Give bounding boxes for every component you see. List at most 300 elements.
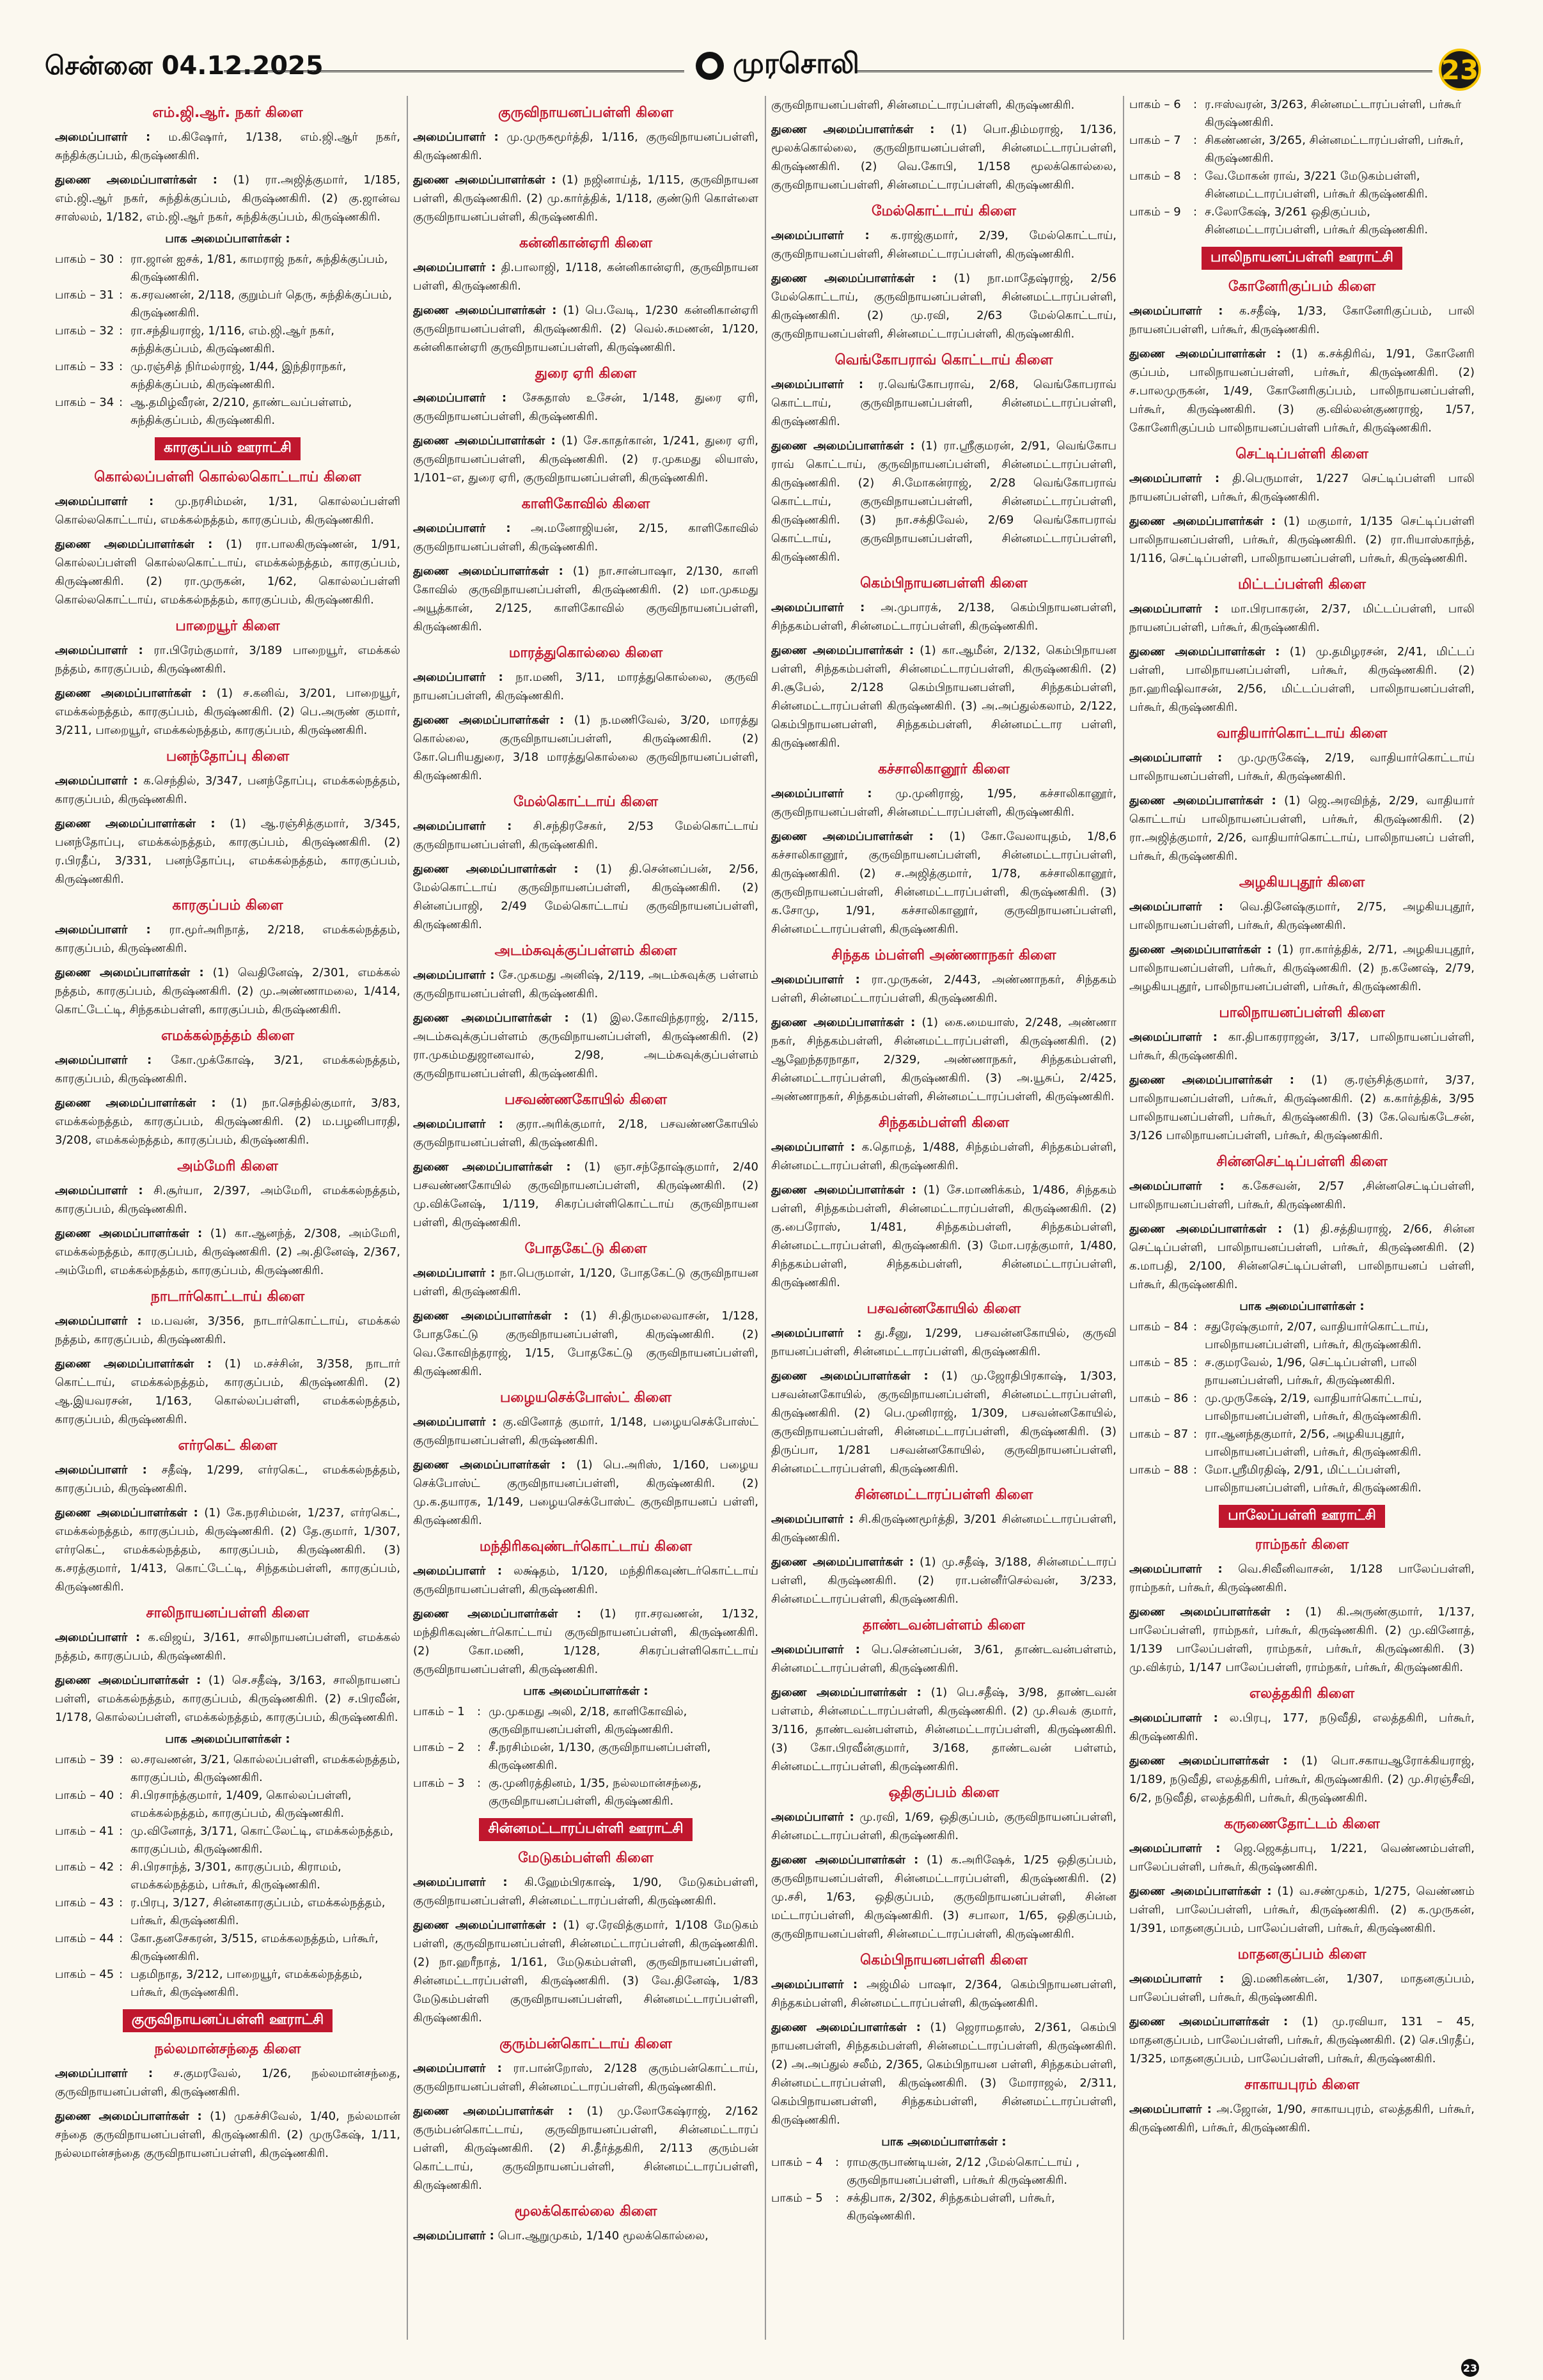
- booth-colon: :: [119, 1753, 123, 1766]
- entry-paragraph: [1129, 302, 1475, 339]
- entry-paragraph: [771, 1510, 1116, 1547]
- entry-paragraph: [413, 668, 758, 705]
- entry-paragraph: [1129, 1560, 1475, 1597]
- branch-heading: கச்சாலிகானூர் கிளை: [877, 761, 1010, 777]
- entry-role: துணை அமைப்பாளர்கள் :: [55, 1227, 203, 1240]
- entry-text: (1) மகுமார், 1/135 செட்டிப்பள்ளி பாலிநாயனப்பள்ளி, பர்கூர், கிருஷ்ணகிரி. (2) ரா.ரியாஸ்காந்த், 1/116, செட்டிப்பள்ளி, பாலிநாயனப்பள்ளி, பர்கூர், கிருஷ்ணகிரி.: [1129, 515, 1475, 565]
- entry-text: ரா.பான்றோஸ், 2/128 குரும்பன்கொட்டாய், குருவிநாயனப்பள்ளி, சின்னமட்டாரப்பள்ளி, கிருஷ்ணகிரி.: [413, 2062, 758, 2094]
- booth-row: [1129, 132, 1475, 167]
- entry-paragraph: [55, 1461, 400, 1498]
- booth-organiser: ரா.ஜான் ஐசக், 1/81, காமராஜ் நகர், சுந்திக்குப்பம், கிருஷ்ணகிரி.: [130, 253, 388, 284]
- entry-text: அ.மனோஜியன், 2/15, காளிகோவில் குருவிநாயனப்பள்ளி, கிருஷ்ணகிரி.: [413, 522, 758, 554]
- entry-role: துணை அமைப்பாளர்கள் :: [55, 1674, 201, 1687]
- booth-number: பாகம் – 34: [55, 396, 114, 409]
- entry-paragraph: [413, 1158, 758, 1232]
- column-3: [771, 96, 1116, 2340]
- entry-paragraph: [1129, 1882, 1475, 1938]
- entry-role: துணை அமைப்பாளர்கள் :: [1129, 645, 1280, 658]
- booth-colon: :: [119, 1968, 123, 1981]
- booth-organiser: மு.வினோத், 3/171, கொட்லேட்டி, எமக்கல்நத்தம், காரகுப்பம், கிருஷ்ணகிரி.: [130, 1824, 394, 1856]
- entry-paragraph: [55, 2064, 400, 2101]
- entry-paragraph: [413, 1264, 758, 1301]
- booth-number: பாகம் – 8: [1129, 169, 1181, 183]
- booth-colon: :: [835, 2156, 840, 2169]
- booth-row: [55, 1966, 400, 2002]
- entry-text: (1) தி.சத்தியராஜ், 2/66, சின்ன செட்டிப்பள்ளி, பாலிநாயனப்பள்ளி, பர்கூர், கிருஷ்ணகிரி. (2) க.மாபதி, 2/100, சின்னசெட்டிப்பள்ளி, பாலிநாயனப் பள்ளி, பர்கூர், கிருஷ்ணகிரி.: [1129, 1222, 1475, 1291]
- booth-number: பாகம் – 84: [1129, 1320, 1189, 1334]
- entry-text: நா.மணி, 3/11, மாரத்துகொல்லை, குருவி நாயனப்பள்ளி, கிருஷ்ணகிரி.: [413, 671, 758, 703]
- booth-number: பாகம் – 31: [55, 288, 114, 302]
- booth-organiser: ல.சரவணன், 3/21, கொல்லப்பள்ளி, எமக்கல்நத்தம், காரகுப்பம், கிருஷ்ணகிரி.: [130, 1753, 400, 1784]
- booth-organiser: வே.மோகன் ராவ், 3/221 மேடுகம்பள்ளி, சின்னமட்டாரப்பள்ளி, பர்கூர் கிருஷ்ணகிரி.: [1205, 169, 1429, 201]
- entry-text: (1) மு.சதீஷ், 3/188, சின்னமட்டாரப் பள்ளி, கிருஷ்ணகிரி. (2) ரா.பன்னீர்செல்வன், 3/233, சின்னமட்டாரப்பள்ளி, கிருஷ்ணகிரி.: [771, 1555, 1116, 1606]
- entry-text: (1) முகச்சிவேல், 1/40, நல்லமான் சந்தை குருவிநாயனப்பள்ளி, கிருஷ்ணகிரி. (2) முருகேஷ், 1/11, நல்லமான்சந்தை குருவிநாயனப்பள்ளி, கிருஷ்ணகிரி.: [55, 2110, 400, 2160]
- entry-paragraph: [771, 598, 1116, 635]
- branch-heading: அழகியபுதூர் கிளை: [1239, 875, 1365, 891]
- branch-heading: சாலிநாயனப்பள்ளி கிளை: [146, 1605, 309, 1621]
- entry-paragraph: [1129, 1071, 1475, 1145]
- entry-text: லக்ஷ்தம், 1/120, மந்திரிகவுண்டர்கொட்டாய் குருவிநாயனப்பள்ளி, கிருஷ்ணகிரி.: [413, 1564, 758, 1596]
- booth-table: [771, 2154, 1116, 2225]
- entry-text: குரா.அரிக்குமார், 2/18, பசவண்ணகோயில் குருவிநாயனப்பள்ளி, கிருஷ்ணகிரி.: [413, 1117, 758, 1149]
- booth-number: பாகம் – 39: [55, 1753, 114, 1766]
- entry-role: துணை அமைப்பாளர்கள் :: [771, 1183, 917, 1197]
- column-divider: [765, 96, 766, 2340]
- entry-role: அமைப்பாளர் :: [413, 130, 499, 144]
- entry-text: (1) பெ.சதீஷ், 3/98, தாண்டவன் பள்ளம், சின்னமட்டாரப்பள்ளி, கிருஷ்ணகிரி. (2) மு.சிவக் குமார், 3/116, தாண்டவன்பள்ளம், சின்னமட்டாரப்பள்ளி, கிருஷ்ணகிரி. (3) கோ.பிரவீன்குமார், 3/168, தாண்டவன் பள்ளம், சின்னமட்டாரப்பள்ளி, கிருஷ்ணகிரி.: [771, 1686, 1116, 1773]
- page-number-badge: 23: [1439, 49, 1481, 91]
- booth-colon: :: [119, 1896, 123, 1909]
- entry-role: அமைப்பாளர் :: [413, 391, 507, 405]
- entry-role: துணை அமைப்பாளர்கள் :: [771, 830, 934, 843]
- branch-heading: துரை ஏரி கிளை: [535, 366, 637, 382]
- entry-text: (1) ரா.அஜித்குமார், 1/185, எம்.ஜி.ஆர் நகர், சுந்திக்குப்பம், கிருஷ்ணகிரி. (2) கு.ஜான்வ சாஸ்லம், 1/182, எம்.ஜி.ஆர் நகர், சுந்திக்குப்பம், கிருஷ்ணகிரி.: [55, 173, 400, 224]
- entry-role: துணை அமைப்பாளர்கள் :: [771, 644, 914, 657]
- entry-role: துணை அமைப்பாளர்கள் :: [413, 1160, 571, 1174]
- booth-colon: :: [119, 1932, 123, 1945]
- entry-text: ரா.பிரேம்குமார், 3/189 பாறையூர், எமக்கல் நத்தம், காரகுப்பம், கிருஷ்ணகிரி.: [55, 644, 400, 676]
- branch-heading: வாதியார்கொட்டாய் கிளை: [1216, 726, 1388, 742]
- entry-text: கோ.முக்கோஷ், 3/21, எமக்கல்நத்தம், காரகுப்பம், கிருஷ்ணகிரி.: [55, 1054, 400, 1085]
- booth-organiser: ச.குமரவேல், 1/96, செட்டிப்பள்ளி, பாலி நாயனப்பள்ளி, பர்கூர், கிருஷ்ணகிரி.: [1205, 1356, 1417, 1387]
- entry-role: அமைப்பாளர் :: [413, 1117, 503, 1131]
- entry-role: அமைப்பாளர் :: [413, 2062, 502, 2075]
- entry-text: (1) கு.ரஞ்சித்குமார், 3/37, பாலிநாயனப்பள்ளி, பர்கூர், கிருஷ்ணகிரி. (2) க.கார்த்திக், 3/95 பாலிநாயனப்பள்ளி, பர்கூர், கிருஷ்ணகிரி. (3) கே.வெங்கடேசன், 3/126 பாலிநாயனப்பள்ளி, பர்கூர், கிருஷ்ணகிரி.: [1129, 1073, 1475, 1142]
- entry-text: (1) சே.காதர்கான், 1/241, துரை ஏரி, குருவிநாயனப்பள்ளி, கிருஷ்ணகிரி. (2) ர.முகமது லியாஸ், 1/101–எ, துரை ஏரி, குருவிநாயனப்பள்ளி, கிருஷ்ணகிரி.: [413, 434, 758, 485]
- entry-role: துணை அமைப்பாளர்கள் :: [413, 1011, 569, 1025]
- entry-text: (1) ரா.கார்த்திக், 2/71, அழகியபுதூர், பாலிநாயனப்பள்ளி, பர்கூர், கிருஷ்ணகிரி. (2) ந.கணேஷ், 2/79, அழகியபுதூர், பாலிநாயனப்பள்ளி, பர்கூர், கிருஷ்ணகிரி.: [1129, 943, 1475, 993]
- column-4: [1129, 96, 1475, 2340]
- entry-role: அமைப்பாளர் :: [55, 1054, 152, 1067]
- entry-role: அமைப்பாளர் :: [1129, 472, 1220, 485]
- branch-heading: மாரத்துகொல்லை கிளை: [508, 645, 663, 661]
- entry-text: (1) ந.மணிவேல், 3/20, மாரத்து கொல்லை, குருவிநாயனப்பள்ளி, கிருஷ்ணகிரி. (2) கோ.பெரியதுரை, 3/18 மாரத்துகொல்லை குருவிநாயனப்பள்ளி, கிருஷ்ணகிரி.: [413, 713, 758, 782]
- booth-table: [55, 1751, 400, 2002]
- booth-row: [55, 1858, 400, 1894]
- entry-role: துணை அமைப்பாளர்கள் :: [413, 564, 563, 578]
- entry-role: துணை அமைப்பாளர்கள் :: [413, 1607, 581, 1621]
- entry-paragraph: [55, 1504, 400, 1596]
- entry-role: துணை அமைப்பாளர்கள் :: [413, 2104, 573, 2118]
- entry-text: க.ராஜ்குமார், 2/39, மேல்கொட்டாய், குருவிநாயனப்பள்ளி, சின்னமட்டாரப்பள்ளி, கிருஷ்ணகிரி.: [771, 229, 1116, 261]
- booth-organiser: ச.லோகேஷ், 3/261 ஒதிகுப்பம், சின்னமட்டாரப்பள்ளி, பர்கூர் கிருஷ்ணகிரி.: [1205, 205, 1429, 237]
- entry-role: அமைப்பாளர் :: [771, 973, 860, 986]
- entry-text: (1) வெதினேஷ், 2/301, எமக்கல் நத்தம், காரகுப்பம், கிருஷ்ணகிரி. (2) மு.அண்ணாமலை, 1/414, கொட்டேட்டி, சிந்தகம்பள்ளி, காரகுப்பம், கிருஷ்ணகிரி.: [55, 966, 400, 1016]
- booth-colon: :: [1193, 1392, 1198, 1405]
- booth-organiser: சதுரேஷ்குமார், 2/07, வாதியார்கொட்டாய், பாலிநாயனப்பள்ளி, பர்கூர், கிருஷ்ணகிரி.: [1205, 1320, 1429, 1351]
- entry-paragraph: [771, 1975, 1116, 2012]
- entry-role: அமைப்பாளர் :: [1129, 1842, 1221, 1855]
- booth-number: பாகம் – 7: [1129, 134, 1181, 147]
- entry-text: க.கேசவன், 2/57 ,சின்னசெட்டிப்பள்ளி, பாலிநாயனப்பள்ளி, பர்கூர், கிருஷ்ணகிரி.: [1129, 1179, 1475, 1211]
- entry-text: (1) ம.சச்சின், 3/358, நாடார் கொட்டாய், எமக்கல்நத்தம், காரகுப்பம், கிருஷ்ணகிரி. (2) ஆ.இயவரசன், 1/163, கொல்லப்பள்ளி, எமக்கல்நத்தம், காரகுப்பம், கிருஷ்ணகிரி.: [55, 1357, 400, 1426]
- entry-paragraph: [413, 519, 758, 556]
- entry-paragraph: [55, 171, 400, 226]
- branch-heading: அம்மேரி கிளை: [177, 1158, 278, 1174]
- subheading: பாக அமைப்பாளர்கள் :: [1239, 1300, 1365, 1313]
- entry-paragraph: [771, 970, 1116, 1007]
- entry-role: துணை அமைப்பாளர்கள் :: [771, 439, 915, 453]
- booth-number: பாகம் – 3: [413, 1777, 465, 1790]
- entry-role: அமைப்பாளர் :: [771, 1978, 858, 1991]
- branch-heading: கன்னிகான்ஏரி கிளை: [519, 235, 652, 251]
- entry-paragraph: [413, 711, 758, 785]
- branch-heading: குரும்பன்கொட்டாய் கிளை: [499, 2036, 672, 2052]
- entry-paragraph: [771, 1640, 1116, 1677]
- entry-role: துணை அமைப்பாளர்கள் :: [413, 1309, 568, 1323]
- booth-row: [55, 286, 400, 322]
- branch-heading: சிந்தக ம்பள்ளி அண்ணாநகர் கிளை: [831, 947, 1056, 963]
- entry-text: நா.பெருமாள், 1/120, போதகேட்டு குருவிநாயன பள்ளி, கிருஷ்ணகிரி.: [413, 1266, 758, 1298]
- booth-row: [55, 1751, 400, 1787]
- booth-organiser: மோ.ஸ்ரீமிரதிஷ், 2/91, மிட்டப்பள்ளி, பாலிநாயனப்பள்ளி, பர்கூர், கிருஷ்ணகிரி.: [1205, 1463, 1422, 1495]
- booth-row: [1129, 96, 1475, 132]
- booth-number: பாகம் – 32: [55, 324, 114, 338]
- booth-colon: :: [119, 288, 123, 302]
- booth-row: [55, 1787, 400, 1823]
- entry-paragraph: [55, 1671, 400, 1727]
- entry-text: இ.மணிகண்டன், 1/307, மாதனகுப்பம், பாலேப்பள்ளி, பர்கூர், கிருஷ்ணகிரி.: [1129, 1972, 1475, 2004]
- entry-paragraph: [413, 966, 758, 1003]
- branch-heading: நல்லமான்சந்தை கிளை: [154, 2041, 301, 2057]
- entry-paragraph: [55, 1355, 400, 1429]
- booth-colon: :: [119, 1789, 123, 1802]
- booth-number: பாகம் – 6: [1129, 98, 1181, 111]
- entry-role: அமைப்பாளர் :: [771, 787, 872, 800]
- booth-row: [55, 1894, 400, 1930]
- entry-role: அமைப்பாளர் :: [1129, 1031, 1218, 1044]
- branch-heading: மூலக்கொல்லை கிளை: [514, 2204, 657, 2220]
- entry-text: (1) ரா.ஸ்ரீகுமரன், 2/91, வெங்கோப ராவ் கொட்டாய், குருவிநாயனப்பள்ளி, சின்னமட்டாரப்பள்ளி, கிருஷ்ணகிரி. (2) சி.மோகன்ராஜ், 2/28 வெங்கோபராவ் கொட்டாய், குருவிநாயனப்பள்ளி, சின்னமட்டாரப்பள்ளி, கிருஷ்ணகிரி. (3) நா.சக்திவேல், 2/69 வெங்கோபராவ் கொட்டாய், குருவிநாயனப்பள்ளி, சின்னமட்டாரப்பள்ளி, கிருஷ்ணகிரி.: [771, 439, 1116, 564]
- entry-text: (1) இல.கோவிந்தராஜ், 2/115, அடம்சுவுக்குப்பள்ளம் குருவிநாயனப்பள்ளி, கிருஷ்ணகிரி. (2) ரா.முகம்மதுஜானவால், 2/98, அடம்சுவுக்குப்பள்ளம் குருவிநாயனப்பள்ளி, கிருஷ்ணகிரி.: [413, 1011, 758, 1080]
- column-2: [413, 96, 758, 2340]
- entry-role: அமைப்பாளர் :: [413, 1564, 503, 1578]
- entry-text: மு.முனிராஜ், 1/95, கச்சாலிகானூர், குருவிநாயனப்பள்ளி, சின்னமட்டாரப்பள்ளி, கிருஷ்ணகிரி.: [771, 787, 1116, 819]
- entry-text: (1) நா.செந்தில்குமார், 3/83, எமக்கல்நத்தம், காரகுப்பம், கிருஷ்ணகிரி. (2) ம.பழனிபாரதி, 3/208, எமக்கல்நத்தம், காரகுப்பம், கிருஷ்ணகிரி.: [55, 1096, 400, 1147]
- branch-heading: செட்டிப்பள்ளி கிளை: [1235, 446, 1368, 462]
- entry-role: அமைப்பாளர் :: [55, 1184, 143, 1197]
- entry-text: (1) மு.தமிழரசன், 2/41, மிட்டப் பள்ளி, பாலிநாயனப்பள்ளி, பர்கூர், கிருஷ்ணகிரி. (2) நா.ஹரிஷிவாசன், 2/56, மிட்டப்பள்ளி, பாலிநாயனப்பள்ளி, பர்கூர், கிருஷ்ணகிரி.: [1129, 645, 1475, 714]
- booth-colon: :: [1193, 98, 1198, 111]
- entry-paragraph: [413, 432, 758, 487]
- panchayat-banner: காரகுப்பம் ஊராட்சி: [155, 437, 301, 460]
- entry-text: (1) ஜெ.அரவிந்த், 2/29, வாதியார் கொட்டாய் பாலிநாயனப்பள்ளி, பர்கூர், கிருஷ்ணகிரி. (2) ரா.அஜித்குமார், 2/26, வாதியார்கொட்டாய், பாலிநாயனப் பள்ளி, பர்கூர், கிருஷ்ணகிரி.: [1129, 794, 1475, 863]
- branch-heading: ராம்நகர் கிளை: [1255, 1537, 1349, 1553]
- entry-role: துணை அமைப்பாளர்கள் :: [1129, 1073, 1294, 1087]
- branch-heading: மிட்டப்பள்ளி கிளை: [1238, 577, 1366, 593]
- entry-role: அமைப்பாளர் :: [771, 1643, 861, 1656]
- booth-row: [1129, 1354, 1475, 1390]
- entry-paragraph: [1129, 791, 1475, 866]
- entry-paragraph: [1129, 2012, 1475, 2068]
- entry-text: (1) ரா.சரவணன், 1/132, மந்திரிகவுண்டர்கொட்டாய் குருவிநாயனப்பள்ளி, கிருஷ்ணகிரி. (2) கோ.மணி, 1/128, சிகரப்பள்ளிகொட்டாய் குருவிநாயனப்பள்ளி, கிருஷ்ணகிரி.: [413, 1607, 758, 1676]
- entry-text: கு.வினோத் குமார், 1/148, பழையசெக்போஸ்ட் குருவிநாயனப்பள்ளி, கிருஷ்ணகிரி.: [413, 1415, 758, 1447]
- subheading: பாக அமைப்பாளர்கள் :: [165, 1732, 290, 1746]
- entry-paragraph: [413, 562, 758, 636]
- entry-role: அமைப்பாளர் :: [771, 1140, 856, 1154]
- entry-paragraph: [413, 1307, 758, 1381]
- booth-organiser: சிகண்ணன், 3/265, சின்னமட்டாரப்பள்ளி, பர்கூர், கிருஷ்ணகிரி.: [1205, 134, 1464, 165]
- entry-text: (1) தி.சென்னப்பன், 2/56, மேல்கொட்டாய் குருவிநாயனப்பள்ளி, கிருஷ்ணகிரி. (2) சின்னப்பாஜி, 2/49 மேல்கொட்டாய் குருவிநாயனப்பள்ளி, கிருஷ்ணகிரி.: [413, 862, 758, 931]
- branch-heading: சாகாயபுரம் கிளை: [1244, 2077, 1359, 2093]
- entry-paragraph: [771, 784, 1116, 821]
- entry-paragraph: [1129, 600, 1475, 637]
- entry-paragraph: [413, 1562, 758, 1599]
- entry-paragraph: [55, 492, 400, 529]
- entry-role: துணை அமைப்பாளர்கள் :: [771, 272, 937, 285]
- entry-paragraph: [771, 269, 1116, 343]
- branch-heading: கருணைதோட்டம் கிளை: [1224, 1816, 1380, 1832]
- entry-paragraph: [413, 128, 758, 165]
- entry-text: (1) ஜெராமதாஸ், 2/361, கெம்பி நாயனபள்ளி, சிந்தகம்பள்ளி, சின்னமட்டாரப்பள்ளி, கிருஷ்ணகிரி. (2) அ.அப்துல் சலீம், 2/365, கெம்பிநாயன பள்ளி, சிந்தகம்பள்ளி, சின்னமட்டாரப்பள்ளி, கிருஷ்ணகிரி. (3) மோராஜல், 2/311, கெம்பிநாயனபள்ளி, சிந்தகம்பள்ளி, சின்னமட்டாரப்பள்ளி, கிருஷ்ணகிரி.: [771, 2021, 1116, 2127]
- booth-row: [771, 2189, 1116, 2225]
- entry-text: து.சீனு, 1/299, பசவன்னகோயில், குருவி நாயனப்பள்ளி, சின்னமட்டாரப்பள்ளி, கிருஷ்ணகிரி.: [771, 1326, 1116, 1358]
- branch-heading: கெம்பிநாயனபள்ளி கிளை: [860, 575, 1028, 591]
- edition-date: சென்னை 04.12.2025: [45, 51, 324, 81]
- booth-colon: :: [477, 1777, 482, 1790]
- entry-paragraph: [771, 2018, 1116, 2129]
- branch-heading: கெம்பிநாயனபள்ளி கிளை: [860, 1952, 1028, 1968]
- entry-role: அமைப்பாளர் :: [55, 1463, 147, 1477]
- entry-role: துணை அமைப்பாளர்கள் :: [1129, 347, 1281, 361]
- masthead-logo: [696, 47, 859, 84]
- column-divider: [1123, 96, 1124, 2340]
- entry-role: துணை அமைப்பாளர்கள் :: [413, 713, 565, 727]
- entry-paragraph: [1129, 898, 1475, 935]
- entry-text: மு.ரவி, 1/69, ஒதிகுப்பம், குருவிநாயனப்பள்ளி, சின்னமட்டாரப்பள்ளி, கிருஷ்ணகிரி.: [771, 1810, 1116, 1842]
- entry-role: அமைப்பாளர் :: [1129, 2103, 1212, 2116]
- entry-role: அமைப்பாளர் :: [413, 1876, 508, 1889]
- entry-paragraph: [771, 1553, 1116, 1608]
- booth-number: பாகம் – 43: [55, 1896, 114, 1909]
- booth-organiser: ராமகுருபாண்டியன், 2/12 ,மேல்கொட்டாய் , குருவிநாயனப்பள்ளி, பர்கூர் கிருஷ்ணகிரி.: [847, 2156, 1080, 2187]
- entry-text: (1) கே.நரசிம்மன், 1/237, எர்ரகெட், எமக்கல்நத்தம், காரகுப்பம், கிருஷ்ணகிரி. (2) தே.குமார், 1/307, எர்ரகெட், எமக்கல்நத்தம், காரகுப்பம், கிருஷ்ணகிரி. (3) க.சரத்குமார், 1/413, கொட்டேட்டி, சிந்தகம்பள்ளி, காரகுப்பம், கிருஷ்ணகிரி.: [55, 1506, 400, 1594]
- entry-paragraph: [413, 2059, 758, 2096]
- branch-heading: எம்.ஜி.ஆர். நகர் கிளை: [152, 105, 303, 121]
- entry-text: குருவிநாயனப்பள்ளி, சின்னமட்டாரப்பள்ளி, கிருஷ்ணகிரி.: [771, 98, 1075, 112]
- entry-paragraph: [1129, 345, 1475, 437]
- entry-text: ல.பிரபு, 177, நடுவீதி, எலத்தகிரி, பர்கூர், கிருஷ்ணகிரி.: [1129, 1711, 1475, 1743]
- booth-colon: :: [119, 360, 123, 373]
- entry-role: துணை அமைப்பாளர்கள் :: [771, 1016, 916, 1029]
- masthead-rule-right: [857, 70, 1432, 72]
- entry-paragraph: [413, 1916, 758, 2027]
- booth-number: பாகம் – 42: [55, 1860, 114, 1874]
- entry-text: மா.பிரபாகரன், 2/37, மிட்டப்பள்ளி, பாலி நாயனப்பள்ளி, பர்கூர், கிருஷ்ணகிரி.: [1129, 602, 1475, 634]
- entry-paragraph: [771, 1808, 1116, 1845]
- entry-role: துணை அமைப்பாளர்கள் :: [55, 817, 215, 830]
- booth-row: [55, 322, 400, 358]
- entry-role: அமைப்பாளர் :: [771, 601, 865, 614]
- entry-role: அமைப்பாளர் :: [55, 1631, 141, 1644]
- entry-role: அமைப்பாளர் :: [413, 261, 496, 274]
- entry-text: அ.ஜோன், 1/90, சாகாயபுரம், எலத்தகிரி, பர்கூர், கிருஷ்ணகிரி, பர்கூர், கிருஷ்ணகிரி.: [1129, 2103, 1475, 2135]
- booth-row: [55, 1823, 400, 1858]
- branch-heading: குருவிநாயனப்பள்ளி கிளை: [498, 105, 673, 121]
- entry-paragraph: [1129, 1028, 1475, 1065]
- booth-number: பாகம் – 41: [55, 1824, 114, 1838]
- branch-heading: போதகேட்டு கிளை: [524, 1241, 647, 1257]
- entry-text: சே.முகமது அனிஷ், 2/119, அடம்சுவுக்கு பள்ளம் குருவிநாயனப்பள்ளி, கிருஷ்ணகிரி.: [413, 968, 758, 1000]
- entry-role: அமைப்பாளர் :: [413, 522, 511, 535]
- entry-text: பொ.ஆறுமுகம், 1/140 மூலக்கொல்லை,: [497, 2229, 709, 2243]
- entry-role: துணை அமைப்பாளர்கள் :: [55, 687, 207, 700]
- entry-role: துணை அமைப்பாளர்கள் :: [1129, 515, 1276, 528]
- entry-role: அமைப்பாளர் :: [771, 1810, 854, 1824]
- entry-paragraph: [1129, 1839, 1475, 1876]
- entry-text: ரா.மூர்அரிநாத், 2/218, எமக்கல்நத்தம், காரகுப்பம், கிருஷ்ணகிரி.: [55, 923, 400, 955]
- booth-number: பாகம் – 88: [1129, 1463, 1189, 1477]
- booth-colon: :: [119, 1860, 123, 1874]
- entry-text: (1) கி.அருண்குமார், 1/137, பாலேப்பள்ளி, ராம்நகர், பர்கூர், கிருஷ்ணகிரி. (2) மு.வினோத், 1/139 பாலேப்பள்ளி, ராம்நகர், பர்கூர், கிருஷ்ணகிரி. (3) மு.விக்ரம், 1/147 பாலேப்பள்ளி, ராம்நகர், பர்கூர், கிருஷ்ணகிரி.: [1129, 1605, 1475, 1674]
- entry-text: ம.பவன், 3/356, நாடார்கொட்டாய், எமக்கல் நத்தம், காரகுப்பம், கிருஷ்ணகிரி.: [55, 1314, 400, 1346]
- booth-colon: :: [1193, 1427, 1198, 1441]
- booth-table: [413, 1703, 758, 1810]
- booth-row: [1129, 1318, 1475, 1354]
- entry-text: (1) க.அரிஷேக், 1/25 ஒதிகுப்பம், குருவிநாயனப்பள்ளி, சின்னமட்டாரப்பள்ளி, கிருஷ்ணகிரி. (2) மு.சசி, 1/63, ஒதிகுப்பம், குருவிநாயனப்பள்ளி, சின்ன மட்டாரப்பள்ளி, கிருஷ்ணகிரி. (3) சபாலா, 1/65, ஒதிகுப்பம், குருவிநாயனப்பள்ளி, சின்னமட்டாரப்பள்ளி, கிருஷ்ணகிரி.: [771, 1853, 1116, 1941]
- entry-role: அமைப்பாளர் :: [1129, 304, 1223, 318]
- entry-role: துணை அமைப்பாளர்கள் :: [55, 1357, 212, 1371]
- subheading: பாக அமைப்பாளர்கள் :: [881, 2135, 1006, 2149]
- booth-table: [55, 251, 400, 430]
- booth-organiser: சக்திபாசு, 2/302, சிந்தகம்பள்ளி, பர்கூர், கிருஷ்ணகிரி.: [847, 2191, 1055, 2223]
- entry-paragraph: [771, 1324, 1116, 1361]
- entry-paragraph: [55, 921, 400, 958]
- booth-organiser: சி.பிரசாந்த், 3/301, காரகுப்பம், கிராமம், எமக்கல்நத்தம், பர்கூர், கிருஷ்ணகிரி.: [130, 1860, 341, 1892]
- entry-text: (1) நா.சான்பாஷா, 2/130, காளி கோவில் குருவிநாயனப்பள்ளி, கிருஷ்ணகிரி. (2) மா.முகமது அயூத்கான், 2/125, காளிகோவில் குருவிநாயனப்பள்ளி, கிருஷ்ணகிரி.: [413, 564, 758, 634]
- branch-heading: சின்னமட்டாரப்பள்ளி கிளை: [854, 1487, 1033, 1503]
- entry-role: அமைப்பாளர் :: [413, 671, 503, 684]
- branch-heading: பாலிநாயனப்பள்ளி கிளை: [1219, 1005, 1385, 1021]
- entry-text: சேசுதாஸ் உசேன், 1/148, துரை ஏரி, குருவிநாயனப்பள்ளி, கிருஷ்ணகிரி.: [413, 391, 758, 423]
- entry-paragraph: [413, 171, 758, 226]
- booth-organiser: சீ.நரசிம்மன், 1/130, குருவிநாயனப்பள்ளி, கிருஷ்ணகிரி.: [489, 1741, 711, 1772]
- entry-paragraph: [413, 860, 758, 934]
- entry-text: (1) வ.சண்முகம், 1/275, வெண்ணம் பள்ளி, பாலேப்பள்ளி, பர்கூர், கிருஷ்ணகிரி. (2) க.முருகன், 1/391, மாதனகுப்பம், பாலேப்பள்ளி, பர்கூர், கிருஷ்ணகிரி.: [1129, 1885, 1475, 1935]
- entry-text: சதீஷ், 1/299, எர்ரகெட், எமக்கல்நத்தம், காரகுப்பம், கிருஷ்ணகிரி.: [55, 1463, 400, 1495]
- entry-paragraph: [771, 375, 1116, 431]
- entry-paragraph: [1129, 1709, 1475, 1746]
- entry-text: (1) கை.மையாஸ், 2/248, அண்ணா நகர், சிந்தகம்பள்ளி, சின்னமட்டாரப்பள்ளி, கிருஷ்ணகிரி. (2) ஆஹேந்தரநாதா, 2/329, அண்ணாநகர், சிந்தகம்பள்ளி, சின்னமட்டாரப்பள்ளி, கிருஷ்ணகிரி. (3) அ.யூசுப், 2/425, அண்ணாநகர், சிந்தகம்பள்ளி, சின்னமட்டாரப்பள்ளி, கிருஷ்ணகிரி.: [771, 1016, 1116, 1103]
- booth-number: பாகம் – 85: [1129, 1356, 1189, 1369]
- entry-paragraph: [413, 1009, 758, 1083]
- entry-paragraph: [1129, 642, 1475, 717]
- branch-heading: சிந்தகம்பள்ளி கிளை: [878, 1115, 1010, 1131]
- branch-heading: காரகுப்பம் கிளை: [172, 898, 283, 914]
- entry-text: சி.கிருஷ்ணமூர்த்தி, 3/201 சின்னமட்டாரப்பள்ளி, கிருஷ்ணகிரி.: [771, 1513, 1116, 1544]
- entry-role: அமைப்பாளர் :: [413, 1266, 496, 1280]
- booth-colon: :: [119, 324, 123, 338]
- entry-paragraph: [55, 1094, 400, 1149]
- branch-heading: வெங்கோபராவ் கொட்டாய் கிளை: [834, 352, 1053, 368]
- entry-role: அமைப்பாளர் :: [1129, 751, 1223, 765]
- entry-role: துணை அமைப்பாளர்கள் :: [1129, 1605, 1290, 1619]
- entry-text: க.சதீஷ், 1/33, கோனேரிகுப்பம், பாலி நாயனப்பள்ளி, பர்கூர், கிருஷ்ணகிரி.: [1129, 304, 1475, 336]
- branch-heading: ஒதிகுப்பம் கிளை: [888, 1785, 999, 1801]
- booth-row: [413, 1703, 758, 1739]
- entry-paragraph: [771, 1013, 1116, 1106]
- entry-role: துணை அமைப்பாளர்கள் :: [413, 304, 557, 317]
- booth-organiser: மு.முருகேஷ், 2/19, வாதியார்கொட்டாய், பாலிநாயனப்பள்ளி, பர்கூர், கிருஷ்ணகிரி.: [1205, 1392, 1422, 1423]
- entry-text: (1) ச.கனிவ், 3/201, பாறையூர், எமக்கல்நத்தம், காரகுப்பம், கிருஷ்ணகிரி. (2) பெ.அருண் குமார், 3/211, பாறையூர், எமக்கல்நத்தம், காரகுப்பம், கிருஷ்ணகிரி.: [55, 687, 400, 737]
- entry-text: (1) நஜினாய்த், 1/115, குருவிநாயன பள்ளி, கிருஷ்ணகிரி. (2) மு.கார்த்திக், 1/118, குண்டுரி கொள்ளை குருவிநாயனப்பள்ளி, கிருஷ்ணகிரி.: [413, 173, 758, 224]
- entry-role: துணை அமைப்பாளர்கள் :: [1129, 1754, 1288, 1768]
- entry-paragraph: [55, 1051, 400, 1088]
- entry-text: ஜெ.ஜெகத்பாபு, 1/221, வெண்ணம்பள்ளி, பாலேப்பள்ளி, பர்கூர், கிருஷ்ணகிரி.: [1129, 1842, 1475, 1874]
- booth-number: பாகம் – 1: [413, 1705, 465, 1718]
- entry-role: அமைப்பாளர் :: [413, 2229, 494, 2243]
- entry-paragraph: [1129, 512, 1475, 568]
- entry-role: துணை அமைப்பாளர்கள் :: [771, 123, 935, 136]
- entry-role: அமைப்பாளர் :: [413, 968, 495, 982]
- entry-text: கி.ஹேம்பிரகாஷ், 1/90, மேடுகம்பள்ளி, குருவிநாயனப்பள்ளி, சின்னமட்டாரப்பள்ளி, கிருஷ்ணகிரி.: [413, 1876, 758, 1908]
- entry-text: ம.கிஷோர், 1/138, எம்.ஜி.ஆர் நகர், சுந்திக்குப்பம், கிருஷ்ணகிரி.: [55, 130, 400, 162]
- booth-organiser: பதமிநாத, 3/212, பாறையூர், எமக்கல்நத்தம், பர்கூர், கிருஷ்ணகிரி.: [130, 1968, 363, 1999]
- booth-organiser: ர.பிரபு, 3/127, சின்னகாரகுப்பம், எமக்கல்நத்தம், பர்கூர், கிருஷ்ணகிரி.: [130, 1896, 386, 1927]
- entry-text: சி.சூர்யா, 2/397, அம்மேரி, எமக்கல்நத்தம், காரகுப்பம், கிருஷ்ணகிரி.: [55, 1184, 400, 1216]
- entry-role: துணை அமைப்பாளர்கள் :: [771, 1686, 921, 1699]
- entry-role: அமைப்பாளர் :: [413, 820, 512, 833]
- entry-role: அமைப்பாளர் :: [1129, 1179, 1225, 1193]
- booth-row: [1129, 203, 1475, 239]
- branch-heading: மேடுகம்பள்ளி கிளை: [518, 1850, 654, 1866]
- booth-row: [55, 251, 400, 286]
- entry-text: க.விஜய், 3/161, சாலிநாயனப்பள்ளி, எமக்கல் நத்தம், காரகுப்பம், கிருஷ்ணகிரி.: [55, 1631, 400, 1663]
- entry-paragraph: [55, 814, 400, 889]
- booth-number: பாகம் – 33: [55, 360, 114, 373]
- entry-text: மு.முருகமூர்த்தி, 1/116, குருவிநாயனப்பள்ளி, கிருஷ்ணகிரி.: [413, 130, 758, 162]
- booth-organiser: கு.முனிரத்தினம், 1/35, நல்லமான்சந்தை, குருவிநாயனப்பள்ளி, கிருஷ்ணகிரி.: [489, 1777, 701, 1808]
- booth-colon: :: [1193, 169, 1198, 183]
- entry-role: அமைப்பாளர் :: [55, 2067, 153, 2080]
- booth-number: பாகம் – 44: [55, 1932, 114, 1945]
- entry-role: துணை அமைப்பாளர்கள் :: [413, 1458, 566, 1472]
- entry-role: துணை அமைப்பாளர்கள் :: [413, 862, 579, 876]
- entry-role: துணை அமைப்பாளர்கள் :: [55, 1506, 198, 1520]
- entry-paragraph: [55, 641, 400, 678]
- entry-paragraph: [413, 817, 758, 854]
- branch-heading: மேல்கொட்டாய் கிளை: [513, 794, 658, 810]
- column-1: [55, 96, 400, 2340]
- booth-organiser: மு.முகமது அலி, 2/18, காளிகோவில், குருவிநாயனப்பள்ளி, கிருஷ்ணகிரி.: [489, 1705, 687, 1736]
- entry-text: பெ.சென்னப்பன், 3/61, தாண்டவன்பள்ளம், சின்னமட்டாரப்பள்ளி, கிருஷ்ணகிரி.: [771, 1643, 1116, 1675]
- entry-text: தி.பெருமாள், 1/227 செட்டிப்பள்ளி பாலி நாயனப்பள்ளி, பர்கூர், கிருஷ்ணகிரி.: [1129, 472, 1475, 504]
- entry-paragraph: [771, 1367, 1116, 1478]
- booth-colon: :: [1193, 134, 1198, 147]
- branch-heading: கொல்லப்பள்ளி கொல்லகொட்டாய் கிளை: [94, 469, 361, 485]
- entry-text: (1) கா.ஆனந்த், 2/308, அம்மேரி, எமக்கல்நத்தம், காரகுப்பம், கிருஷ்ணகிரி. (2) அ.தினேஷ், 2/367, அம்மேரி, எமக்கல்நத்தம், காரகுப்பம், கிருஷ்ணகிரி.: [55, 1227, 400, 1277]
- booth-table: [1129, 96, 1475, 239]
